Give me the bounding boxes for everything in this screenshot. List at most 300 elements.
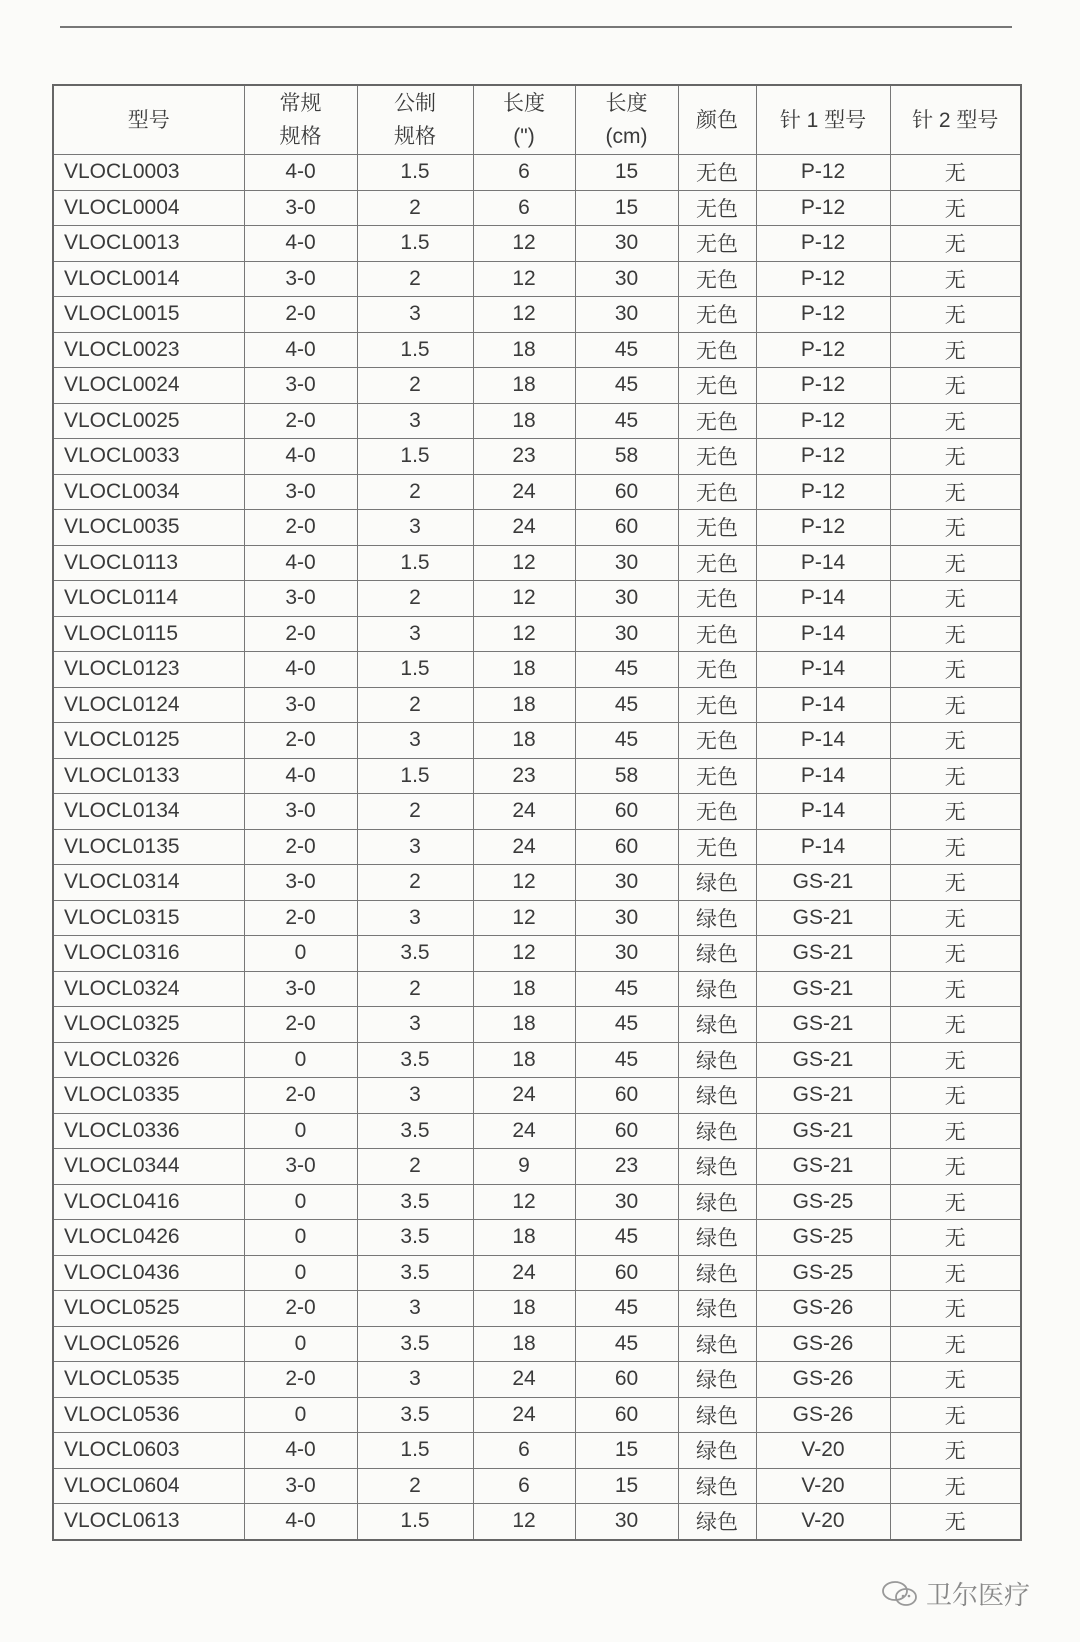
cell-length-in: 18 [473, 971, 575, 1007]
cell-standard-size: 3-0 [244, 474, 357, 510]
cell-needle2: 无 [890, 1362, 1021, 1398]
cell-needle1: GS-21 [756, 1149, 890, 1185]
cell-standard-size: 2-0 [244, 616, 357, 652]
cell-length-cm: 45 [575, 1042, 678, 1078]
cell-needle1: GS-25 [756, 1220, 890, 1256]
cell-metric-size: 2 [357, 865, 473, 901]
wechat-icon [880, 1579, 920, 1609]
cell-length-in: 18 [473, 1220, 575, 1256]
cell-standard-size: 2-0 [244, 1291, 357, 1327]
table-row [53, 1220, 1021, 1256]
cell-model: VLOCL0035 [53, 510, 244, 546]
cell-length-cm: 15 [575, 1468, 678, 1504]
cell-needle1: GS-25 [756, 1255, 890, 1291]
column-header: 公制 规格 [357, 85, 473, 155]
cell-needle1: GS-26 [756, 1291, 890, 1327]
cell-length-in: 12 [473, 1184, 575, 1220]
cell-standard-size: 4-0 [244, 758, 357, 794]
cell-model: VLOCL0114 [53, 581, 244, 617]
cell-needle1: V-20 [756, 1468, 890, 1504]
cell-metric-size: 1.5 [357, 652, 473, 688]
cell-color: 无色 [678, 794, 756, 830]
table-row [53, 936, 1021, 972]
cell-needle2: 无 [890, 474, 1021, 510]
cell-standard-size: 4-0 [244, 652, 357, 688]
table-row [53, 155, 1021, 191]
cell-model: VLOCL0526 [53, 1326, 244, 1362]
cell-length-in: 24 [473, 1255, 575, 1291]
cell-needle2: 无 [890, 1468, 1021, 1504]
cell-needle1: P-14 [756, 616, 890, 652]
cell-model: VLOCL0024 [53, 368, 244, 404]
cell-length-cm: 30 [575, 936, 678, 972]
column-header: 颜色 [678, 85, 756, 155]
cell-needle2: 无 [890, 439, 1021, 475]
cell-model: VLOCL0113 [53, 545, 244, 581]
cell-needle1: P-12 [756, 368, 890, 404]
watermark [880, 1575, 1030, 1612]
cell-standard-size: 0 [244, 1255, 357, 1291]
cell-metric-size: 3 [357, 1007, 473, 1043]
cell-metric-size: 3.5 [357, 1255, 473, 1291]
cell-length-in: 12 [473, 261, 575, 297]
cell-length-cm: 30 [575, 297, 678, 333]
cell-length-in: 6 [473, 1433, 575, 1469]
cell-color: 绿色 [678, 1291, 756, 1327]
table-row [53, 332, 1021, 368]
cell-color: 无色 [678, 723, 756, 759]
cell-needle2: 无 [890, 971, 1021, 1007]
cell-length-cm: 60 [575, 794, 678, 830]
cell-color: 无色 [678, 368, 756, 404]
cell-color: 绿色 [678, 865, 756, 901]
cell-color: 绿色 [678, 936, 756, 972]
cell-color: 无色 [678, 297, 756, 333]
cell-needle1: P-14 [756, 652, 890, 688]
cell-needle2: 无 [890, 155, 1021, 191]
cell-color: 绿色 [678, 1113, 756, 1149]
cell-metric-size: 3.5 [357, 936, 473, 972]
cell-model: VLOCL0613 [53, 1504, 244, 1540]
cell-metric-size: 1.5 [357, 155, 473, 191]
cell-model: VLOCL0125 [53, 723, 244, 759]
cell-model: VLOCL0344 [53, 1149, 244, 1185]
table-row [53, 865, 1021, 901]
cell-model: VLOCL0604 [53, 1468, 244, 1504]
cell-length-in: 23 [473, 439, 575, 475]
cell-standard-size: 2-0 [244, 829, 357, 865]
column-header: 常规 规格 [244, 85, 357, 155]
cell-standard-size: 4-0 [244, 545, 357, 581]
cell-length-cm: 60 [575, 510, 678, 546]
cell-model: VLOCL0033 [53, 439, 244, 475]
cell-model: VLOCL0133 [53, 758, 244, 794]
cell-metric-size: 1.5 [357, 545, 473, 581]
cell-model: VLOCL0436 [53, 1255, 244, 1291]
cell-model: VLOCL0003 [53, 155, 244, 191]
cell-needle1: P-12 [756, 190, 890, 226]
cell-needle2: 无 [890, 687, 1021, 723]
cell-length-cm: 30 [575, 900, 678, 936]
cell-length-cm: 60 [575, 474, 678, 510]
cell-standard-size: 2-0 [244, 900, 357, 936]
cell-metric-size: 3.5 [357, 1042, 473, 1078]
table-row [53, 190, 1021, 226]
cell-metric-size: 2 [357, 474, 473, 510]
cell-model: VLOCL0014 [53, 261, 244, 297]
cell-metric-size: 3 [357, 900, 473, 936]
cell-model: VLOCL0135 [53, 829, 244, 865]
cell-metric-size: 3 [357, 829, 473, 865]
cell-standard-size: 3-0 [244, 1149, 357, 1185]
cell-needle2: 无 [890, 758, 1021, 794]
cell-standard-size: 4-0 [244, 226, 357, 262]
cell-length-in: 18 [473, 687, 575, 723]
cell-needle2: 无 [890, 1042, 1021, 1078]
cell-needle1: P-14 [756, 794, 890, 830]
cell-length-cm: 45 [575, 652, 678, 688]
cell-model: VLOCL0603 [53, 1433, 244, 1469]
cell-length-cm: 15 [575, 1433, 678, 1469]
cell-needle2: 无 [890, 865, 1021, 901]
column-header: 长度 (cm) [575, 85, 678, 155]
cell-metric-size: 1.5 [357, 758, 473, 794]
table-row [53, 1113, 1021, 1149]
cell-metric-size: 2 [357, 261, 473, 297]
cell-color: 绿色 [678, 900, 756, 936]
cell-needle2: 无 [890, 403, 1021, 439]
cell-standard-size: 2-0 [244, 510, 357, 546]
cell-needle1: P-14 [756, 545, 890, 581]
cell-model: VLOCL0416 [53, 1184, 244, 1220]
cell-metric-size: 3 [357, 1078, 473, 1114]
cell-needle2: 无 [890, 545, 1021, 581]
table-row [53, 900, 1021, 936]
table-row [53, 1362, 1021, 1398]
cell-color: 无色 [678, 510, 756, 546]
table-row [53, 1255, 1021, 1291]
cell-metric-size: 3.5 [357, 1184, 473, 1220]
cell-standard-size: 2-0 [244, 1007, 357, 1043]
cell-needle1: GS-26 [756, 1362, 890, 1398]
cell-color: 无色 [678, 829, 756, 865]
cell-model: VLOCL0124 [53, 687, 244, 723]
cell-model: VLOCL0535 [53, 1362, 244, 1398]
cell-standard-size: 3-0 [244, 687, 357, 723]
table-row [53, 403, 1021, 439]
cell-needle2: 无 [890, 1397, 1021, 1433]
cell-length-cm: 45 [575, 332, 678, 368]
cell-needle2: 无 [890, 1326, 1021, 1362]
cell-needle2: 无 [890, 936, 1021, 972]
cell-standard-size: 2-0 [244, 1362, 357, 1398]
cell-metric-size: 1.5 [357, 332, 473, 368]
column-header: 针 2 型号 [890, 85, 1021, 155]
cell-model: VLOCL0335 [53, 1078, 244, 1114]
cell-needle1: GS-25 [756, 1184, 890, 1220]
cell-model: VLOCL0315 [53, 900, 244, 936]
cell-model: VLOCL0134 [53, 794, 244, 830]
cell-metric-size: 2 [357, 368, 473, 404]
cell-needle1: GS-21 [756, 1113, 890, 1149]
cell-standard-size: 4-0 [244, 155, 357, 191]
cell-needle1: P-12 [756, 261, 890, 297]
cell-model: VLOCL0013 [53, 226, 244, 262]
cell-length-cm: 45 [575, 1326, 678, 1362]
cell-length-cm: 30 [575, 1504, 678, 1540]
table-row [53, 226, 1021, 262]
cell-metric-size: 3 [357, 1362, 473, 1398]
cell-color: 无色 [678, 261, 756, 297]
cell-color: 无色 [678, 403, 756, 439]
cell-color: 无色 [678, 545, 756, 581]
cell-needle2: 无 [890, 1184, 1021, 1220]
cell-metric-size: 3 [357, 403, 473, 439]
table-row [53, 297, 1021, 333]
table-row [53, 261, 1021, 297]
cell-length-in: 12 [473, 865, 575, 901]
table-row [53, 723, 1021, 759]
cell-length-cm: 30 [575, 226, 678, 262]
cell-color: 无色 [678, 226, 756, 262]
cell-standard-size: 2-0 [244, 297, 357, 333]
table-row [53, 794, 1021, 830]
cell-color: 无色 [678, 687, 756, 723]
cell-metric-size: 2 [357, 971, 473, 1007]
table-row [53, 510, 1021, 546]
cell-needle2: 无 [890, 190, 1021, 226]
cell-length-in: 18 [473, 652, 575, 688]
cell-standard-size: 4-0 [244, 1433, 357, 1469]
cell-length-cm: 45 [575, 403, 678, 439]
product-spec-table [52, 84, 1022, 1541]
cell-length-cm: 45 [575, 687, 678, 723]
cell-length-cm: 30 [575, 581, 678, 617]
cell-length-cm: 30 [575, 1184, 678, 1220]
cell-metric-size: 3 [357, 616, 473, 652]
cell-metric-size: 3.5 [357, 1326, 473, 1362]
cell-needle1: GS-21 [756, 1078, 890, 1114]
header-row [53, 85, 1021, 155]
table-row [53, 652, 1021, 688]
cell-needle2: 无 [890, 1007, 1021, 1043]
cell-color: 绿色 [678, 1362, 756, 1398]
cell-needle1: P-12 [756, 510, 890, 546]
cell-metric-size: 1.5 [357, 439, 473, 475]
cell-color: 无色 [678, 155, 756, 191]
cell-length-cm: 30 [575, 545, 678, 581]
cell-length-in: 12 [473, 616, 575, 652]
cell-needle2: 无 [890, 652, 1021, 688]
cell-needle1: V-20 [756, 1433, 890, 1469]
cell-needle1: P-12 [756, 297, 890, 333]
cell-needle1: P-12 [756, 403, 890, 439]
cell-metric-size: 2 [357, 1468, 473, 1504]
table-row [53, 616, 1021, 652]
cell-color: 无色 [678, 439, 756, 475]
cell-standard-size: 2-0 [244, 723, 357, 759]
column-header: 型号 [53, 85, 244, 155]
table-row [53, 1184, 1021, 1220]
cell-length-cm: 15 [575, 190, 678, 226]
cell-length-cm: 60 [575, 1078, 678, 1114]
cell-length-cm: 60 [575, 1397, 678, 1433]
cell-needle2: 无 [890, 1504, 1021, 1540]
table-row [53, 1468, 1021, 1504]
cell-length-in: 24 [473, 1362, 575, 1398]
cell-needle2: 无 [890, 1113, 1021, 1149]
cell-needle1: P-12 [756, 155, 890, 191]
cell-length-in: 24 [473, 510, 575, 546]
cell-model: VLOCL0004 [53, 190, 244, 226]
cell-needle2: 无 [890, 1078, 1021, 1114]
cell-needle2: 无 [890, 900, 1021, 936]
cell-length-in: 12 [473, 545, 575, 581]
cell-needle1: P-14 [756, 829, 890, 865]
cell-color: 绿色 [678, 1149, 756, 1185]
cell-needle1: P-14 [756, 687, 890, 723]
cell-standard-size: 4-0 [244, 332, 357, 368]
cell-model: VLOCL0426 [53, 1220, 244, 1256]
table-row [53, 758, 1021, 794]
cell-color: 绿色 [678, 971, 756, 1007]
cell-length-in: 12 [473, 226, 575, 262]
cell-length-cm: 15 [575, 155, 678, 191]
cell-model: VLOCL0123 [53, 652, 244, 688]
cell-length-in: 18 [473, 1007, 575, 1043]
cell-model: VLOCL0314 [53, 865, 244, 901]
table-row [53, 971, 1021, 1007]
cell-color: 绿色 [678, 1220, 756, 1256]
cell-model: VLOCL0015 [53, 297, 244, 333]
cell-standard-size: 2-0 [244, 1078, 357, 1114]
table-row [53, 1291, 1021, 1327]
cell-length-in: 18 [473, 1291, 575, 1327]
cell-length-cm: 45 [575, 368, 678, 404]
watermark-text: 卫尔医疗 [926, 1580, 1031, 1610]
cell-metric-size: 2 [357, 190, 473, 226]
cell-length-cm: 58 [575, 758, 678, 794]
cell-needle1: P-12 [756, 439, 890, 475]
cell-standard-size: 0 [244, 1184, 357, 1220]
cell-model: VLOCL0336 [53, 1113, 244, 1149]
cell-standard-size: 0 [244, 1220, 357, 1256]
cell-metric-size: 3.5 [357, 1397, 473, 1433]
cell-length-cm: 23 [575, 1149, 678, 1185]
table-row [53, 829, 1021, 865]
cell-length-cm: 45 [575, 1291, 678, 1327]
cell-needle1: GS-21 [756, 865, 890, 901]
cell-model: VLOCL0316 [53, 936, 244, 972]
cell-needle2: 无 [890, 261, 1021, 297]
cell-needle1: GS-21 [756, 1007, 890, 1043]
cell-length-in: 12 [473, 1504, 575, 1540]
cell-length-cm: 60 [575, 1362, 678, 1398]
cell-color: 无色 [678, 332, 756, 368]
cell-color: 绿色 [678, 1042, 756, 1078]
cell-length-cm: 45 [575, 971, 678, 1007]
cell-color: 绿色 [678, 1078, 756, 1114]
cell-color: 绿色 [678, 1433, 756, 1469]
cell-color: 无色 [678, 616, 756, 652]
cell-metric-size: 1.5 [357, 1504, 473, 1540]
cell-needle2: 无 [890, 510, 1021, 546]
cell-needle1: GS-21 [756, 936, 890, 972]
cell-standard-size: 3-0 [244, 261, 357, 297]
cell-metric-size: 3 [357, 510, 473, 546]
cell-needle2: 无 [890, 581, 1021, 617]
cell-standard-size: 2-0 [244, 403, 357, 439]
cell-length-in: 24 [473, 1113, 575, 1149]
cell-needle1: GS-26 [756, 1326, 890, 1362]
cell-model: VLOCL0536 [53, 1397, 244, 1433]
cell-standard-size: 0 [244, 1042, 357, 1078]
table-row [53, 474, 1021, 510]
cell-needle2: 无 [890, 1291, 1021, 1327]
table-row [53, 439, 1021, 475]
cell-color: 无色 [678, 474, 756, 510]
cell-length-cm: 58 [575, 439, 678, 475]
cell-color: 绿色 [678, 1184, 756, 1220]
cell-needle2: 无 [890, 616, 1021, 652]
cell-standard-size: 3-0 [244, 865, 357, 901]
cell-length-in: 18 [473, 1326, 575, 1362]
table-row [53, 581, 1021, 617]
cell-needle1: P-14 [756, 723, 890, 759]
cell-metric-size: 2 [357, 1149, 473, 1185]
cell-needle2: 无 [890, 723, 1021, 759]
cell-model: VLOCL0034 [53, 474, 244, 510]
cell-standard-size: 0 [244, 936, 357, 972]
cell-model: VLOCL0115 [53, 616, 244, 652]
cell-metric-size: 3.5 [357, 1113, 473, 1149]
cell-color: 无色 [678, 581, 756, 617]
cell-needle2: 无 [890, 297, 1021, 333]
cell-needle2: 无 [890, 332, 1021, 368]
cell-standard-size: 4-0 [244, 1504, 357, 1540]
cell-needle2: 无 [890, 226, 1021, 262]
cell-standard-size: 3-0 [244, 368, 357, 404]
cell-length-in: 12 [473, 900, 575, 936]
cell-metric-size: 2 [357, 794, 473, 830]
cell-length-in: 6 [473, 1468, 575, 1504]
cell-metric-size: 3 [357, 1291, 473, 1327]
cell-length-in: 12 [473, 581, 575, 617]
table-row [53, 1433, 1021, 1469]
cell-color: 绿色 [678, 1397, 756, 1433]
cell-standard-size: 3-0 [244, 581, 357, 617]
cell-length-cm: 45 [575, 1220, 678, 1256]
table-row [53, 368, 1021, 404]
cell-metric-size: 3 [357, 297, 473, 333]
cell-standard-size: 3-0 [244, 971, 357, 1007]
cell-standard-size: 0 [244, 1326, 357, 1362]
cell-model: VLOCL0525 [53, 1291, 244, 1327]
cell-length-cm: 45 [575, 723, 678, 759]
cell-length-in: 6 [473, 190, 575, 226]
cell-needle2: 无 [890, 1149, 1021, 1185]
cell-length-in: 24 [473, 794, 575, 830]
cell-standard-size: 0 [244, 1113, 357, 1149]
cell-length-cm: 60 [575, 1255, 678, 1291]
cell-needle1: P-14 [756, 581, 890, 617]
cell-needle1: P-12 [756, 332, 890, 368]
top-rule [60, 26, 1012, 28]
cell-color: 绿色 [678, 1504, 756, 1540]
table-row [53, 1007, 1021, 1043]
column-header: 针 1 型号 [756, 85, 890, 155]
cell-length-in: 23 [473, 758, 575, 794]
